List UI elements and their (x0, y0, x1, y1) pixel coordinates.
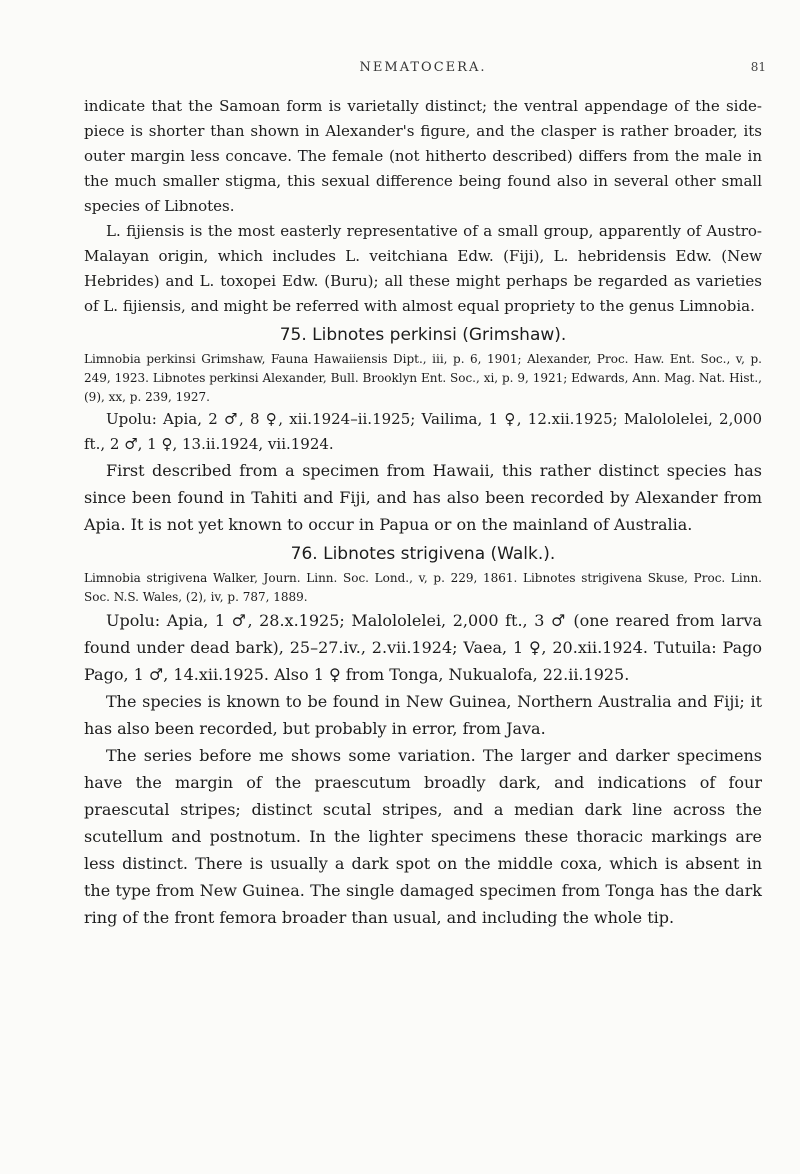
page-number: 81 (750, 60, 766, 74)
species-76-distribution: The species is known to be found in New Guinea, Northern Australia and Fiji; it has also been recorded, but probably in error, from Java. (84, 692, 762, 738)
species-75-records: Upolu: Apia, 2 ♂, 8 ♀, xii.1924–ii.1925; Vailima, 1 ♀, 12.xii.1925; Malololelei, 2,000 ft., 2 ♂, 1 ♀, 13.ii.1924, vii.1924. (84, 410, 762, 453)
species-76-references: Limnobia strigivena Walker, Journ. Linn. Soc. Lond., v, p. 229, 1861. Libnotes strigivena Skuse, Proc. Linn. Soc. N.S. Wales, (2), iv, p. 787, 1889. (84, 571, 762, 604)
intro-paragraph-1: indicate that the Samoan form is varietally distinct; the ventral appendage of the side-piece is shorter than shown in Alexander's figure, and the clasper is rather broader, its outer margin less concave. The female (not hitherto described) differs from the male in the much smaller stigma, this sexual difference being found also in several other small species of Libnotes. (84, 97, 762, 215)
species-76-records: Upolu: Apia, 1 ♂, 28.x.1925; Malololelei, 2,000 ft., 3 ♂ (one reared from larva found under dead bark), 25–27.iv., 2.vii.1924; Vaea, 1 ♀, 20.xii.1924. Tutuila: Pago Pago, 1 ♂, 14.xii.1925. Also 1 ♀ from Tonga, Nukualofa, 22.ii.1925. (84, 611, 762, 684)
running-title: NEMATOCERA. (359, 60, 487, 75)
species-75-heading: 75. Libnotes perkinsi (Grimshaw). (279, 325, 567, 345)
species-75-notes: First described from a specimen from Hawaii, this rather distinct species has since been found in Tahiti and Fiji, and has also been recorded by Alexander from Apia. It is not yet known to occur in Papua or on the mainland of Australia. (84, 461, 762, 534)
species-75-references: Limnobia perkinsi Grimshaw, Fauna Hawaiiensis Dipt., iii, p. 6, 1901; Alexander, Proc. Haw. Ent. Soc., v, p. 249, 1923. Libnotes perkinsi Alexander, Bull. Brooklyn Ent. Soc., xi, p. 9, 1921; Edwards, Ann. Mag. Nat. Hist., (9), xx, p. 239, 1927. (84, 352, 762, 404)
species-76-heading: 76. Libnotes strigivena (Walk.). (290, 544, 556, 564)
intro-paragraph-2: L. fijiensis is the most easterly representative of a small group, apparently of Austro-Malayan origin, which includes L. veitchiana Edw. (Fiji), L. hebridensis Edw. (New Hebrides) and L. toxopei Edw. (Buru); all these might perhaps be regarded as varieties of L. fijiensis, and might be referred with almost equal propriety to the genus Limnobia. (84, 222, 762, 315)
page-body (84, 94, 762, 931)
species-76-variation: The series before me shows some variation. The larger and darker specimens have the margin of the praescutum broadly dark, and indications of four praescutal stripes; distinct scutal stripes, and a median dark line across the scutellum and postnotum. In the lighter specimens these thoracic markings are less distinct. There is usually a dark spot on the middle coxa, which is absent in the type from New Guinea. The single damaged specimen from Tonga has the dark ring of the front femora broader than usual, and including the whole tip. (84, 746, 762, 927)
